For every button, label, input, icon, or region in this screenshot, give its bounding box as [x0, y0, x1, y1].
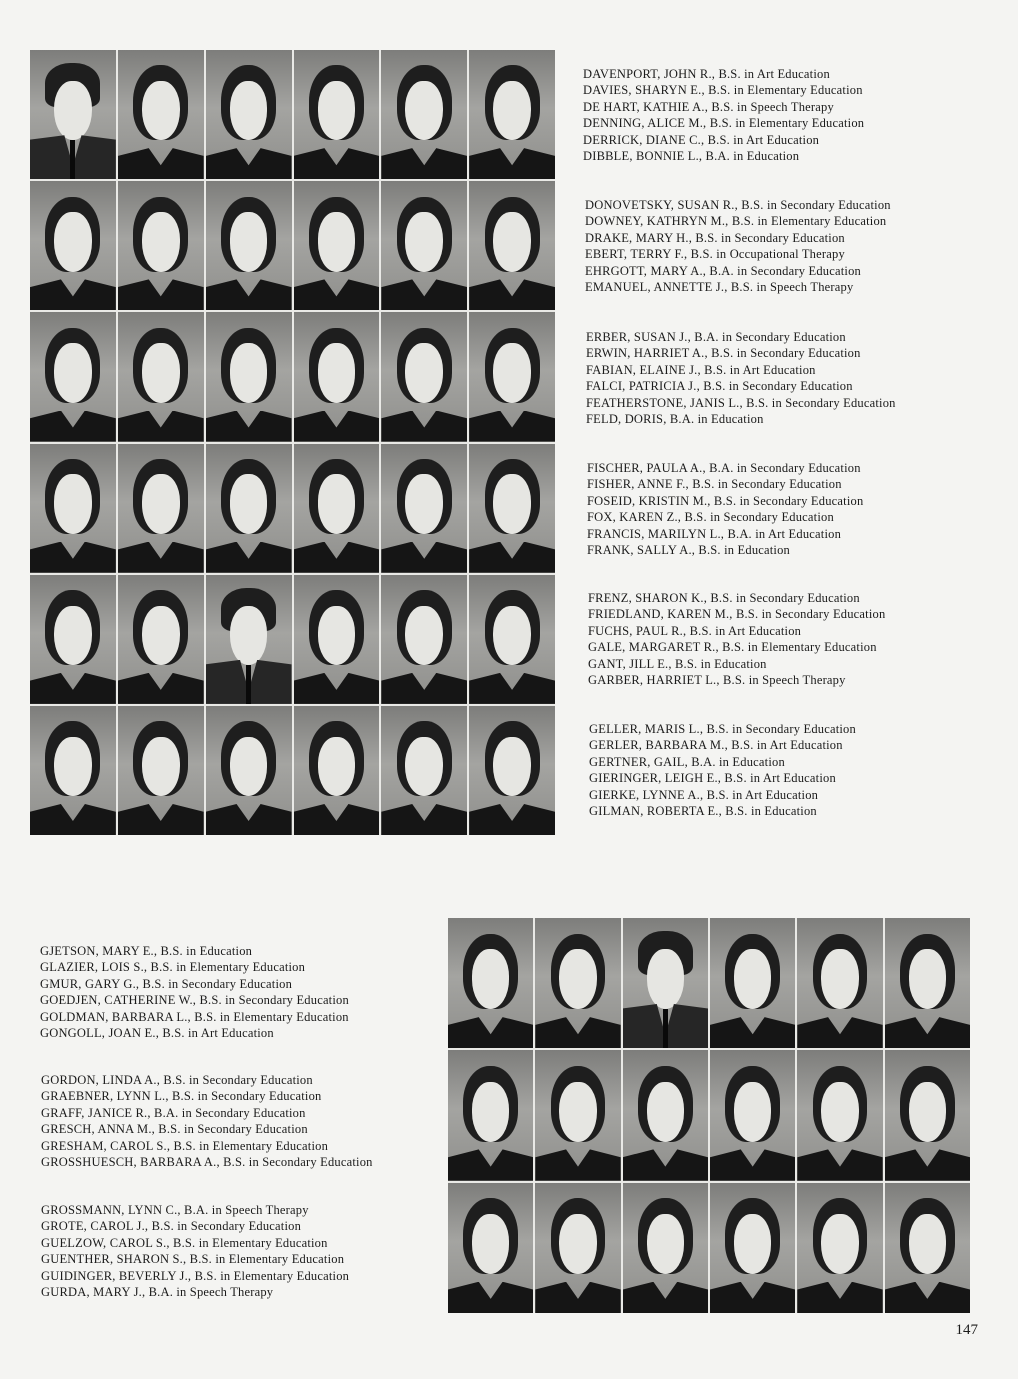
name-entry: EBERT, TERRY F., B.S. in Occupational Therapy — [585, 247, 845, 262]
portrait-photo — [30, 706, 116, 835]
name-group-1 — [583, 66, 864, 164]
name-entry: DE HART, KATHIE A., B.S. in Speech Therapy — [583, 99, 834, 114]
portrait-photo — [294, 444, 380, 573]
portrait-photo — [294, 312, 380, 441]
portrait-photo — [294, 181, 380, 310]
name-entry: ERBER, SUSAN J., B.A. in Secondary Education — [586, 330, 846, 344]
portrait-photo — [448, 1183, 533, 1313]
portrait-photo — [448, 918, 533, 1048]
name-entry: GRESHAM, CAROL S., B.S. in Elementary Education — [41, 1138, 329, 1153]
name-entry: GRAFF, JANICE R., B.A. in Secondary Education — [41, 1105, 306, 1120]
name-entry: GMUR, GARY G., B.S. in Secondary Education — [40, 976, 293, 991]
portrait-photo — [294, 50, 380, 179]
name-entry: GERTNER, GAIL, B.A. in Education — [589, 754, 785, 769]
name-entry: FISHER, ANNE F., B.S. in Secondary Education — [587, 477, 842, 492]
name-entry: GOEDJEN, CATHERINE W., B.S. in Secondary Education — [40, 993, 349, 1008]
portrait-photo — [710, 918, 795, 1048]
portrait-photo — [206, 706, 292, 835]
name-entry: FEATHERSTONE, JANIS L., B.S. in Secondary Education — [586, 395, 896, 410]
portrait-photo — [469, 706, 555, 835]
name-entry: FRANK, SALLY A., B.S. in Education — [587, 543, 791, 558]
name-entry: EMANUEL, ANNETTE J., B.S. in Speech Therapy — [585, 280, 854, 295]
portrait-photo — [381, 444, 467, 573]
portrait-photo — [448, 1050, 533, 1180]
name-entry: GUELZOW, CAROL S., B.S. in Elementary Education — [41, 1235, 328, 1250]
portrait-photo — [885, 918, 970, 1048]
top-portrait-grid — [30, 50, 555, 835]
name-entry: GALE, MARGARET R., B.S. in Elementary Education — [588, 640, 877, 655]
portrait-photo — [469, 181, 555, 310]
name-entry: GUENTHER, SHARON S., B.S. in Elementary Education — [41, 1252, 345, 1267]
name-group-8 — [41, 1072, 373, 1170]
name-entry: GROTE, CAROL J., B.S. in Secondary Education — [41, 1219, 302, 1234]
name-entry: FABIAN, ELAINE J., B.S. in Art Education — [586, 362, 816, 377]
name-entry: ERWIN, HARRIET A., B.S. in Secondary Education — [586, 346, 861, 361]
portrait-photo — [885, 1050, 970, 1180]
name-entry: FISCHER, PAULA A., B.A. in Secondary Education — [587, 461, 861, 475]
portrait-photo — [206, 181, 292, 310]
name-entry: FELD, DORIS, B.A. in Education — [586, 412, 764, 427]
name-entry: GORDON, LINDA A., B.S. in Secondary Education — [41, 1073, 313, 1087]
name-group-3 — [586, 329, 896, 427]
name-group-2 — [585, 197, 891, 295]
portrait-photo — [535, 1183, 620, 1313]
name-entry: GURDA, MARY J., B.A. in Speech Therapy — [41, 1285, 274, 1300]
portrait-photo — [469, 444, 555, 573]
portrait-photo — [710, 1183, 795, 1313]
name-entry: GROSSMANN, LYNN C., B.A. in Speech Therapy — [41, 1203, 309, 1217]
portrait-photo — [30, 50, 116, 179]
portrait-photo — [535, 918, 620, 1048]
name-entry: DOWNEY, KATHRYN M., B.S. in Elementary Education — [585, 214, 887, 229]
name-entry: FRANCIS, MARILYN L., B.A. in Art Education — [587, 526, 842, 541]
portrait-photo — [118, 444, 204, 573]
portrait-photo — [469, 575, 555, 704]
portrait-photo — [381, 575, 467, 704]
portrait-photo — [797, 1183, 882, 1313]
name-entry: GONGOLL, JOAN E., B.S. in Art Education — [40, 1026, 274, 1041]
name-entry: GIERKE, LYNNE A., B.S. in Art Education — [589, 787, 819, 802]
portrait-photo — [30, 444, 116, 573]
portrait-photo — [381, 181, 467, 310]
name-entry: FUCHS, PAUL R., B.S. in Art Education — [588, 623, 802, 638]
name-entry: DRAKE, MARY H., B.S. in Secondary Education — [585, 230, 845, 245]
portrait-photo — [623, 1050, 708, 1180]
portrait-photo — [710, 1050, 795, 1180]
portrait-photo — [469, 312, 555, 441]
name-entry: GROSSHUESCH, BARBARA A., B.S. in Secondary Education — [41, 1155, 373, 1170]
name-entry: FRENZ, SHARON K., B.S. in Secondary Education — [588, 591, 860, 605]
name-group-5 — [588, 590, 885, 688]
portrait-photo — [623, 918, 708, 1048]
portrait-photo — [118, 181, 204, 310]
portrait-photo — [30, 575, 116, 704]
portrait-photo — [30, 181, 116, 310]
portrait-photo — [381, 312, 467, 441]
portrait-photo — [381, 706, 467, 835]
bottom-portrait-grid — [448, 918, 970, 1313]
page-number: 147 — [955, 1322, 978, 1338]
portrait-photo — [206, 444, 292, 573]
portrait-photo — [118, 706, 204, 835]
portrait-photo — [797, 1050, 882, 1180]
portrait-photo — [118, 312, 204, 441]
portrait-photo — [797, 918, 882, 1048]
name-group-9 — [41, 1202, 349, 1300]
name-entry: GANT, JILL E., B.S. in Education — [588, 656, 767, 671]
portrait-photo — [118, 50, 204, 179]
name-entry: GIERINGER, LEIGH E., B.S. in Art Education — [589, 771, 836, 786]
portrait-photo — [206, 312, 292, 441]
name-entry: GUIDINGER, BEVERLY J., B.S. in Elementary Education — [41, 1268, 350, 1283]
name-entry: DERRICK, DIANE C., B.S. in Art Education — [583, 132, 820, 147]
portrait-photo — [30, 312, 116, 441]
portrait-photo — [535, 1050, 620, 1180]
name-entry: GERLER, BARBARA M., B.S. in Art Education — [589, 738, 843, 753]
portrait-photo — [469, 50, 555, 179]
portrait-photo — [206, 50, 292, 179]
name-group-6 — [589, 721, 856, 819]
name-entry: DENNING, ALICE M., B.S. in Elementary Education — [583, 116, 865, 131]
name-entry: GILMAN, ROBERTA E., B.S. in Education — [589, 804, 817, 819]
name-entry: DIBBLE, BONNIE L., B.A. in Education — [583, 149, 800, 164]
name-entry: DAVENPORT, JOHN R., B.S. in Art Education — [583, 67, 830, 81]
name-entry: FOX, KAREN Z., B.S. in Secondary Education — [587, 510, 834, 525]
portrait-photo — [294, 706, 380, 835]
name-entry: GOLDMAN, BARBARA L., B.S. in Elementary Education — [40, 1009, 349, 1024]
name-entry: FALCI, PATRICIA J., B.S. in Secondary Education — [586, 379, 853, 394]
name-entry: GJETSON, MARY E., B.S. in Education — [40, 944, 253, 958]
portrait-photo — [118, 575, 204, 704]
name-group-7 — [40, 943, 349, 1041]
portrait-photo — [885, 1183, 970, 1313]
name-group-4 — [587, 460, 863, 558]
name-entry: EHRGOTT, MARY A., B.A. in Secondary Education — [585, 263, 861, 278]
name-entry: GLAZIER, LOIS S., B.S. in Elementary Education — [40, 960, 306, 975]
portrait-photo — [623, 1183, 708, 1313]
name-entry: GARBER, HARRIET L., B.S. in Speech Therapy — [588, 673, 846, 688]
name-entry: FRIEDLAND, KAREN M., B.S. in Secondary Education — [588, 607, 886, 622]
name-entry: GRAEBNER, LYNN L., B.S. in Secondary Education — [41, 1089, 322, 1104]
portrait-photo — [381, 50, 467, 179]
name-entry: GELLER, MARIS L., B.S. in Secondary Education — [589, 722, 856, 736]
name-entry: DONOVETSKY, SUSAN R., B.S. in Secondary Education — [585, 198, 891, 212]
portrait-photo — [294, 575, 380, 704]
name-entry: DAVIES, SHARYN E., B.S. in Elementary Education — [583, 83, 863, 98]
name-entry: FOSEID, KRISTIN M., B.S. in Secondary Education — [587, 493, 864, 508]
name-entry: GRESCH, ANNA M., B.S. in Secondary Education — [41, 1122, 308, 1137]
portrait-photo — [206, 575, 292, 704]
